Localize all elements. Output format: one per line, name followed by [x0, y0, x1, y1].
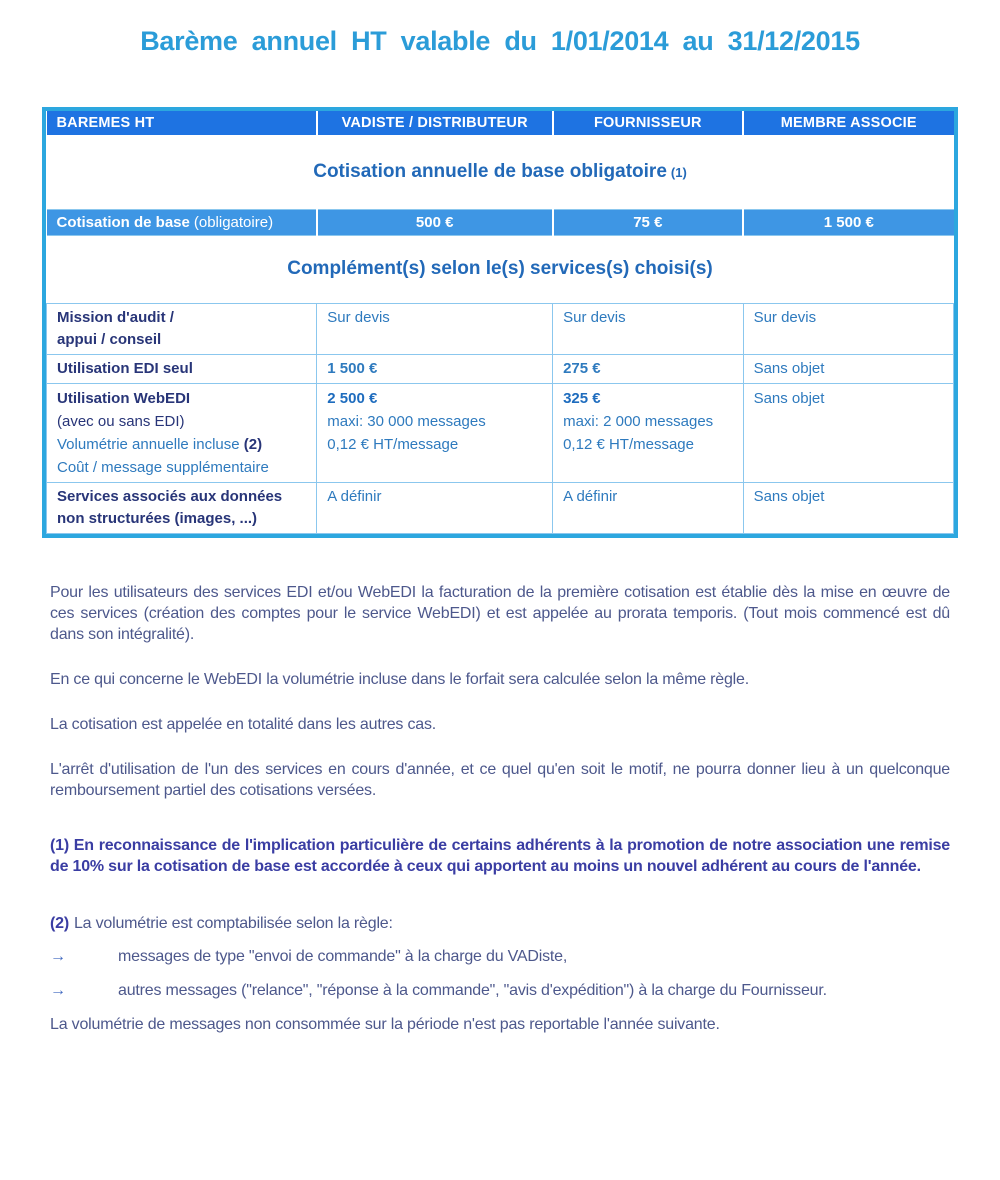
bullet-item-fournisseur — [50, 980, 950, 1001]
section-heading-label: Cotisation annuelle de base obligatoire — [313, 160, 667, 182]
service-row-edi-seul — [47, 354, 954, 383]
price-line: 325 € — [563, 389, 601, 407]
bullet-text: messages de type "envoi de commande" à la charge du VADiste, — [118, 947, 568, 965]
service-name-line: (avec ou sans EDI) — [57, 412, 185, 430]
service-name-line: non structurées (images, ...) — [57, 509, 258, 527]
service-name-line: Mission d'audit / — [57, 308, 174, 326]
service-name-cell — [47, 482, 317, 533]
base-fee-value-fournisseur: 75 € — [553, 209, 743, 235]
service-name-line: Volumétrie annuelle incluse (2) — [57, 435, 263, 453]
footnote-2-text: La volumétrie est comptabilisée selon la règle: — [73, 914, 393, 932]
base-fee-label-suffix: (obligatoire) — [193, 213, 274, 231]
base-fee-label-cell — [47, 209, 317, 235]
document-title: Barème annuel HT valable du 1/01/2014 au 31/12/2015 — [140, 26, 860, 56]
section-heading-footnote-ref: (1) — [670, 164, 687, 180]
col-header-membre-associe: MEMBRE ASSOCIE — [743, 111, 953, 135]
service-value-vadiste: Sur devis — [317, 303, 553, 354]
base-fee-value-vadiste: 500 € — [317, 209, 553, 235]
paragraph-cotisation-totalite: La cotisation est appelée en totalité dans les autres cas. — [50, 715, 436, 733]
footnote-1: (1) En reconnaissance de l'implication particulière de certains adhérents à la promotion de notre association une remise de 10% sur la cotisation de base est accordée à ceux qui apportent au moins un nouvel adhérent au cours de l'année. — [50, 836, 950, 875]
bullet-text: autres messages ("relance", "réponse à la commande", "avis d'expédition") à la charge du Fournisseur. — [118, 981, 827, 999]
col-header-fournisseur: FOURNISSEUR — [553, 111, 743, 135]
service-value-fournisseur: Sur devis — [553, 303, 743, 354]
service-value-vadiste: A définir — [317, 482, 553, 533]
service-row-webedi — [47, 383, 954, 482]
col-header-vadiste: VADISTE / DISTRIBUTEUR — [317, 111, 553, 135]
base-fee-label: Cotisation de base — [56, 213, 190, 231]
footnote-ref: (2) — [243, 435, 263, 453]
bullet-item-vadiste — [50, 946, 950, 967]
paragraph-facturation: Pour les utilisateurs des services EDI et/ou WebEDI la facturation de la première cotisation est établie dès la mise en œuvre de ces services (création des comptes pour le service WebEDI) et est appelée au prorata temporis. (Tout mois commencé est dû dans son intégralité). — [50, 583, 950, 643]
service-row-donnees-non-structurees — [47, 482, 954, 533]
section-row-base — [47, 135, 954, 209]
service-name-line: appui / conseil — [57, 330, 162, 348]
paragraph-volumetrie-non-reportable: La volumétrie de messages non consommée sur la période n'est pas reportable l'année suivante. — [50, 1015, 720, 1033]
service-name-line: Coût / message supplémentaire — [57, 458, 269, 476]
price-line: 2 500 € — [327, 389, 378, 407]
service-name-line: Utilisation EDI seul — [57, 359, 193, 377]
service-value-membre: Sans objet — [743, 354, 953, 383]
body-text — [50, 582, 950, 1035]
service-value-vadiste: 1 500 € — [317, 354, 553, 383]
paragraph-webedi-volumetrie: En ce qui concerne le WebEDI la volumétrie incluse dans le forfait sera calculée selon la même règle. — [50, 670, 749, 688]
volume-line: maxi: 2 000 messages — [563, 412, 714, 430]
service-name-line: Utilisation WebEDI — [57, 389, 191, 407]
base-fee-value-membre: 1 500 € — [743, 209, 953, 235]
section-heading-complement: Complément(s) selon le(s) services(s) choisi(s) — [47, 235, 954, 303]
service-name-cell — [47, 303, 317, 354]
service-name-line: Services associés aux données — [57, 487, 283, 505]
base-fee-row — [47, 209, 954, 235]
service-value-fournisseur — [553, 383, 743, 482]
arrow-bullet-icon: → — [50, 947, 66, 965]
footnote-2-marker: (2) — [50, 914, 69, 932]
extra-cost-line: 0,12 € HT/message — [327, 435, 459, 453]
pricing-table — [42, 107, 958, 538]
service-value-membre: Sur devis — [743, 303, 953, 354]
table-header-row — [47, 111, 954, 135]
service-value-fournisseur: 275 € — [553, 354, 743, 383]
paragraph-arret-utilisation: L'arrêt d'utilisation de l'un des services en cours d'année, et ce quel qu'en soit le motif, ne pourra donner lieu à un quelconque remboursement partiel des cotisations versées. — [50, 760, 950, 799]
service-name-cell — [47, 354, 317, 383]
service-value-membre: Sans objet — [743, 383, 953, 482]
volume-line: maxi: 30 000 messages — [327, 412, 486, 430]
service-value-vadiste — [317, 383, 553, 482]
service-row-mission-audit — [47, 303, 954, 354]
extra-cost-line: 0,12 € HT/message — [563, 435, 694, 453]
footnote-2-intro — [50, 913, 950, 934]
section-row-complement — [47, 235, 954, 303]
col-header-baremes: BAREMES HT — [47, 111, 317, 135]
arrow-bullet-icon: → — [50, 981, 66, 999]
section-heading-cotisation-base — [47, 135, 954, 209]
service-name-cell — [47, 383, 317, 482]
pricing-table-grid — [46, 111, 954, 534]
service-value-fournisseur: A définir — [553, 482, 743, 533]
service-value-membre: Sans objet — [743, 482, 953, 533]
